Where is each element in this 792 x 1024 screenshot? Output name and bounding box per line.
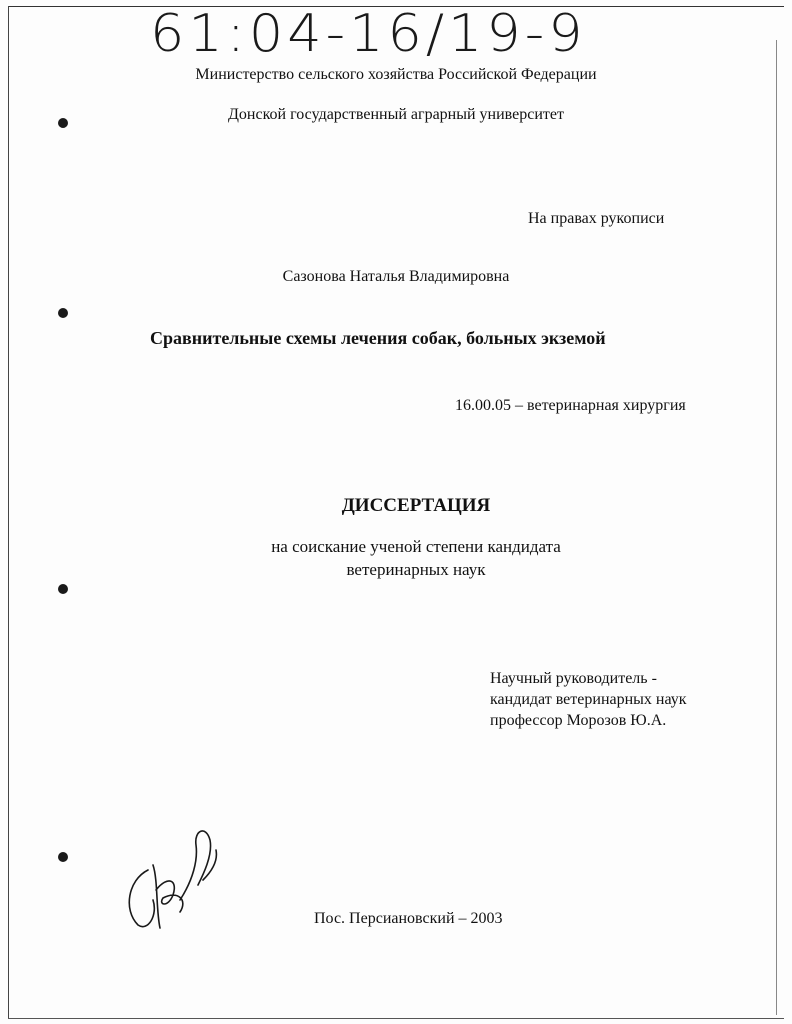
degree-line-2: ветеринарных наук [346, 560, 486, 579]
page-border-bottom [8, 1018, 784, 1019]
rights-note: На правах рукописи [528, 210, 665, 227]
degree-line-1: на соискание ученой степени кандидата [271, 537, 561, 556]
punch-hole-icon [58, 852, 68, 862]
punch-hole-icon [58, 308, 68, 318]
specialty-code: 16.00.05 – ветеринарная хирургия [455, 397, 686, 414]
place-and-year: Пос. Персиановский – 2003 [314, 910, 503, 927]
document-type-heading: ДИССЕРТАЦИЯ [341, 495, 491, 516]
handwritten-signature [118, 820, 228, 940]
supervisor-line-1: Научный руководитель - [490, 670, 657, 687]
supervisor-line-3: профессор Морозов Ю.А. [490, 712, 667, 729]
handwritten-catalog-number: 61:04-16/19-9 [150, 3, 587, 64]
university-line: Донской государственный аграрный университет [228, 106, 564, 123]
author-name: Сазонова Наталья Владимировна [282, 268, 510, 285]
supervisor-line-2: кандидат ветеринарных наук [490, 691, 687, 708]
punch-hole-icon [58, 118, 68, 128]
punch-hole-icon [58, 584, 68, 594]
ministry-line: Министерство сельского хозяйства Российской Федерации [195, 66, 597, 83]
page-border-right [776, 40, 777, 1015]
dissertation-title: Сравнительные схемы лечения собак, больных экземой [150, 328, 606, 348]
